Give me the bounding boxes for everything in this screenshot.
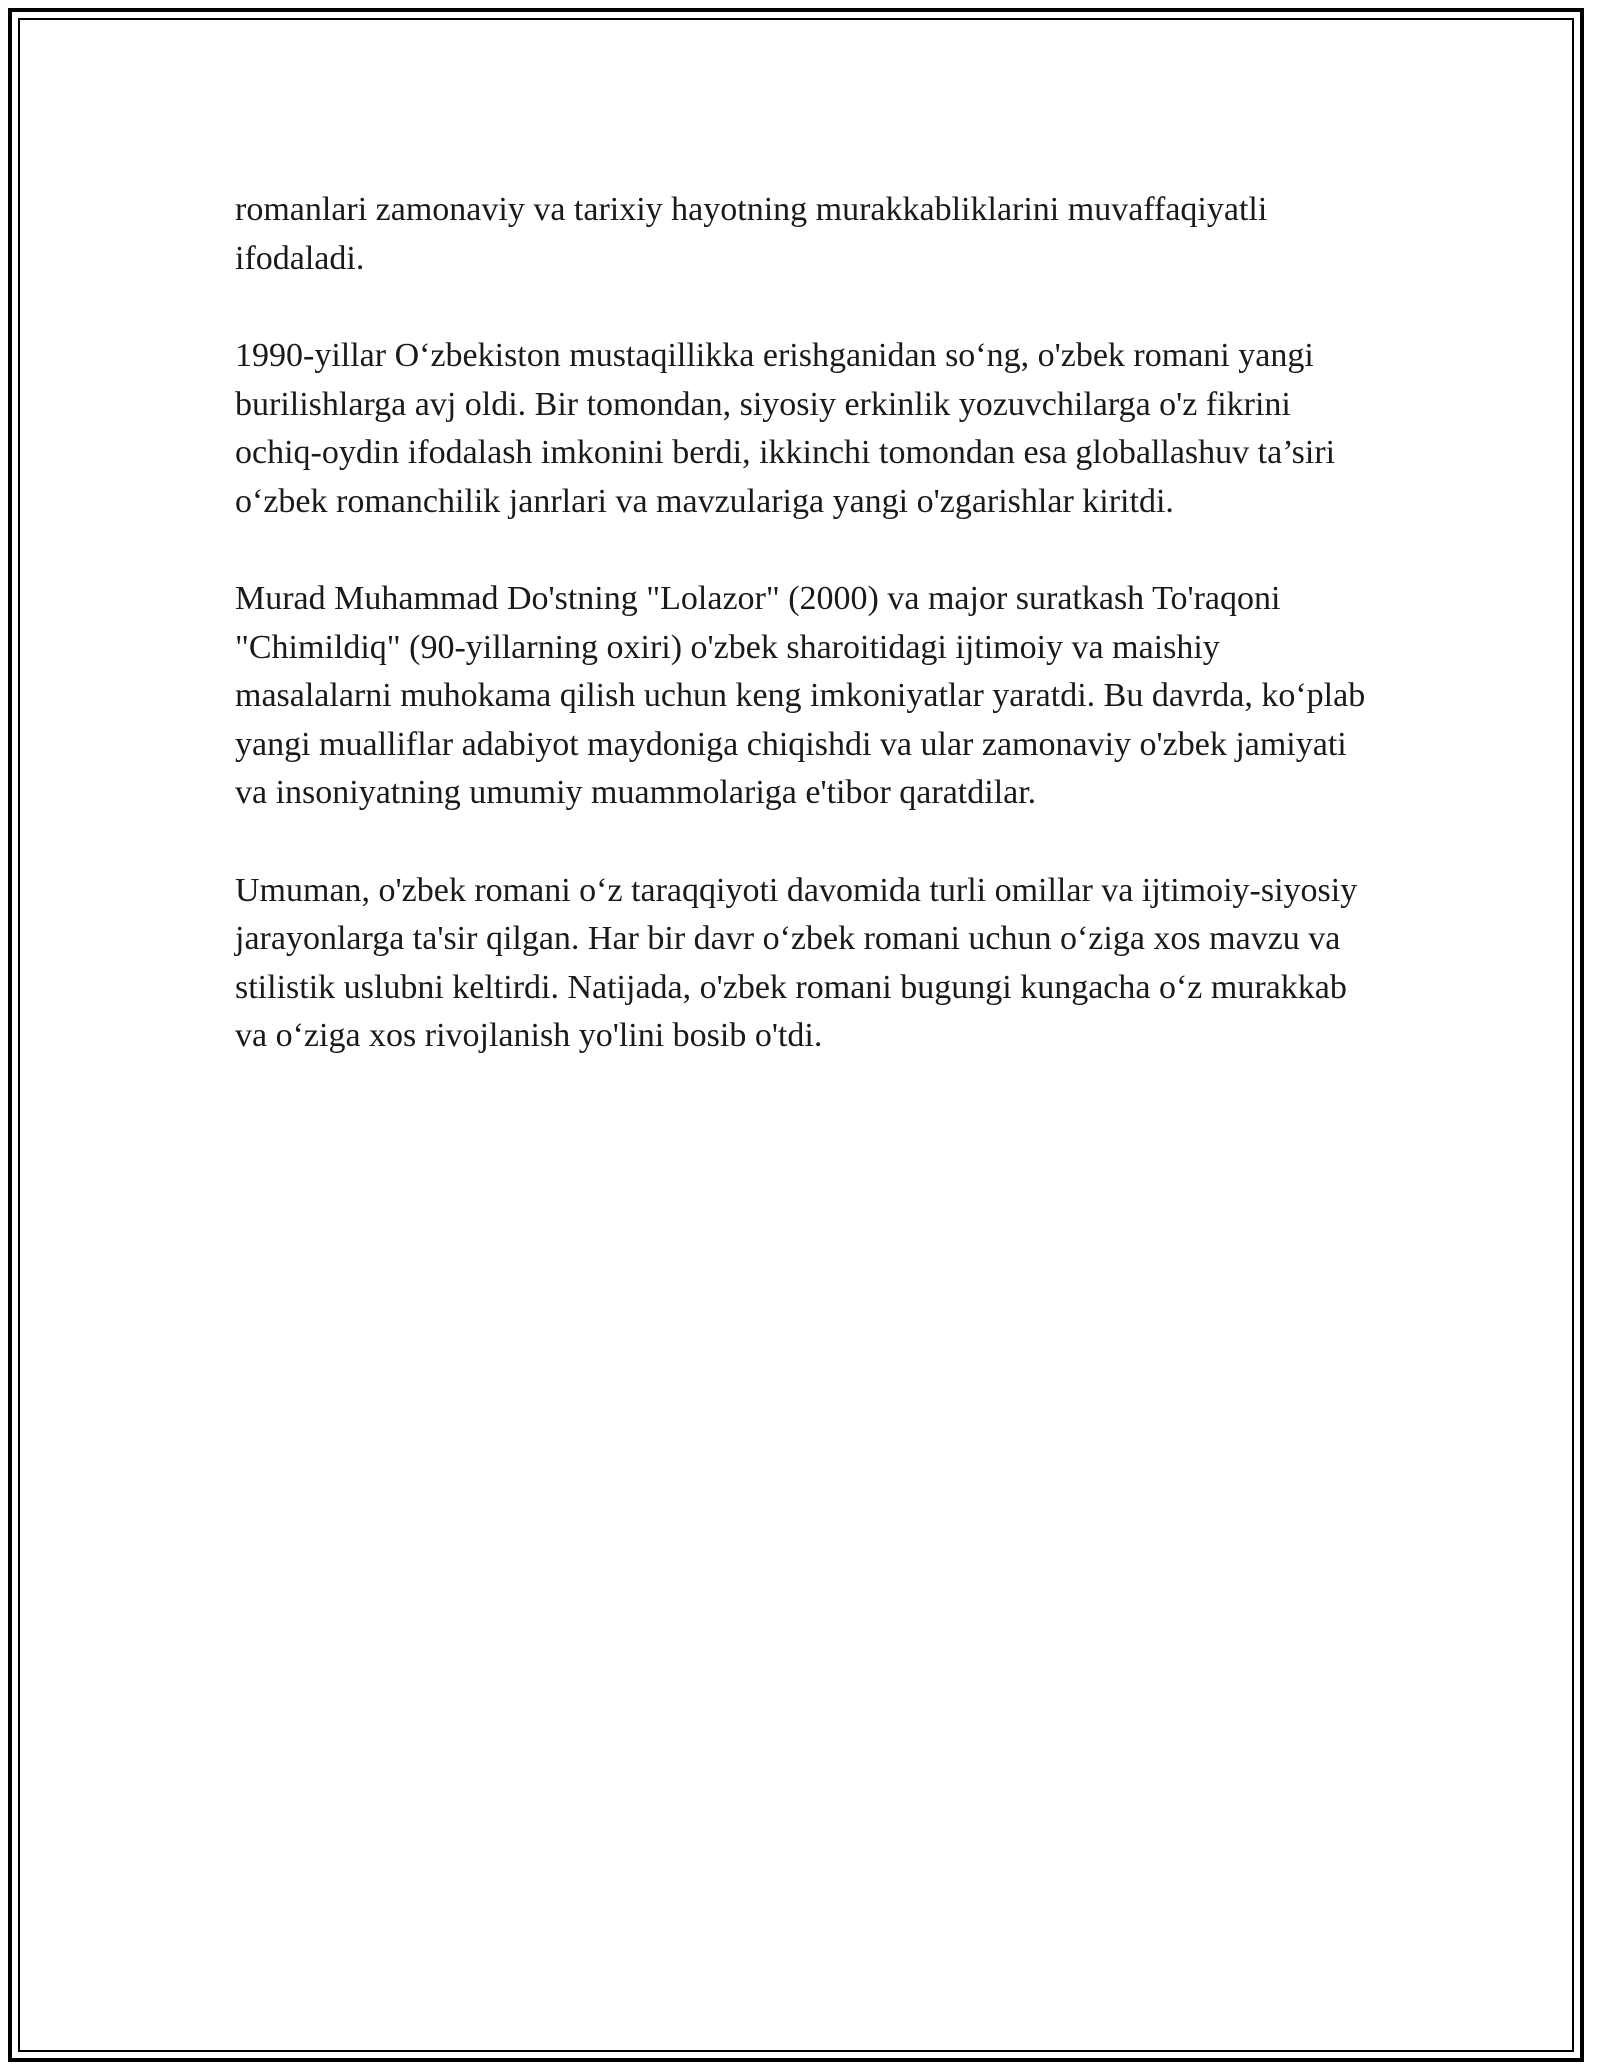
paragraph-4: Umuman, o'zbek romani o‘z taraqqiyoti davomida turli omillar va ijtimoiy-siyosiy jarayonlarga ta'sir qilgan. Har bir davr o‘zbek romani uchun o‘ziga xos mavzu va stilistik uslubni keltirdi. Natijada, o'zbek romani bugungi kungacha o‘z murakkab va o‘ziga xos rivojlanish yo'lini bosib o'tdi. [235,871,1358,1054]
paragraph-2: 1990-yillar O‘zbekiston mustaqillikka erishganidan so‘ng, o'zbek romani yangi burilishlarga avj oldi. Bir tomondan, siyosiy erkinlik yozuvchilarga o'z fikrini ochiq-oydin ifodalash imkonini berdi, ikkinchi tomondan esa globallashuv ta’siri o‘zbek romanchilik janrlari va mavzulariga yangi o'zgarishlar kiritdi. [235,337,1336,520]
paragraph-3: Murad Muhammad Do'stning "Lolazor" (2000) va major suratkash To'raqoni "Chimildiq" (90-yillarning oxiri) o'zbek sharoitidagi ijtimoiy va maishiy masalalarni muhokama qilish uchun keng imkoniyatlar yaratdi. Bu davrda, ko‘plab yangi mualliflar adabiyot maydoniga chiqishdi va ular zamonaviy o'zbek jamiyati va insoniyatning umumiy muammolariga e'tibor qaratdilar. [235,580,1366,811]
document-body [235,186,1375,1110]
paragraph-1: romanlari zamonaviy va tarixiy hayotning murakkabliklarini muvaffaqiyatli ifodaladi. [235,191,1268,277]
